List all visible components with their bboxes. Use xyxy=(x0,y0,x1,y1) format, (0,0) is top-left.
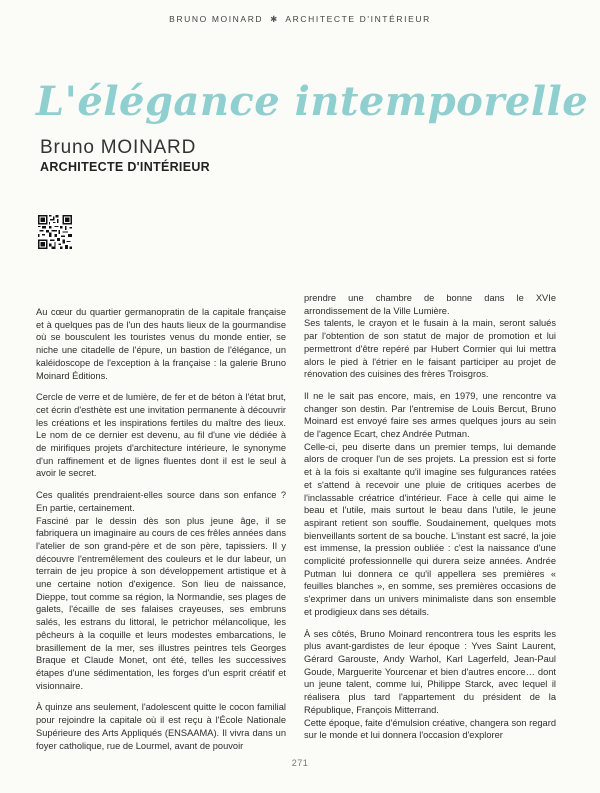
star-separator-icon: ✱ xyxy=(270,14,279,24)
author-name: Bruno MOINARD xyxy=(40,137,197,158)
page-title: L'élégance intemporelle xyxy=(36,78,589,125)
paragraph: Celle-ci, peu diserte dans un premier temps, lui demande alors de croquer l'un de ses projets. La pression est si forte et à la fois si exaltante qu'il imagine ses fulgurances ratées et s'attend à recevoir une pluie de critiques acerbes de l'inclassable créatrice d'intérieur. Face à celle qui aime le beau et l'utile, mais surtout le beau dans l'utile, le jeune aspirant retient son souffle. Soudainement, quelques mots bienveillants sortent de sa bouche. L'instant est sacré, la joie est immense, la pression oubliée : c'est la naissance d'une complicité professionnelle qui durera seize années. Andrée Putman lui donnera ce qu'il appellera ses premières « feuilles blanches », en somme, ses premières occasions de s'exprimer dans un univers minimaliste dans son ensemble et prodigieux dans ses détails. xyxy=(304,441,556,617)
running-head xyxy=(0,14,600,25)
right-column xyxy=(304,292,556,751)
paragraph: Ces qualités prendraient-elles source dans son enfance ? En partie, certainement. xyxy=(36,490,286,513)
page-number: 271 xyxy=(291,758,309,768)
paragraph: À ses côtés, Bruno Moinard rencontrera tous les esprits les plus avant-gardistes de leur époque : Yves Saint Laurent, Gérard Garouste, Andy Warhol, Karl Lagerfeld, Jean-Paul Goude, Marguerite Yourcenar et bien d'autres encore… dont un jeune talent, comme lui, Philippe Starck, avec lequel il réalisera plus tard l'appartement du président de la République, François Mitterrand. xyxy=(304,628,556,715)
running-head-section: ARCHITECTE D'INTÉRIEUR xyxy=(285,14,431,24)
paragraph: À quinze ans seulement, l'adolescent quitte le cocon familial pour rejoindre la capitale où il est reçu à l'École Nationale Supérieure des Arts Appliqués (ENSAAMA). Il vivra dans un foyer catholique, rue de Lourmel, avant de pouvoir xyxy=(36,702,286,751)
running-head-author: BRUNO MOINARD xyxy=(169,14,264,24)
author-role: ARCHITECTE D'INTÉRIEUR xyxy=(40,160,210,174)
paragraph: Il ne le sait pas encore, mais, en 1979, une rencontre va changer son destin. Par l'entremise de Louis Bercut, Bruno Moinard est envoyé faire ses armes quelques jours au sein de l'agence Ecart, chez Andrée Putman. xyxy=(304,390,556,440)
left-column xyxy=(36,306,286,761)
paragraph: Cette époque, faite d'émulsion créative, changera son regard sur le monde et lui donnera l'occasion d'explorer xyxy=(304,717,556,741)
paragraph: Cercle de verre et de lumière, de fer et de béton à l'état brut, cet écrin d'esthète est une invitation permanente à découvrir les créations et les inspirations fertiles du maître des lieux. Le nom de ce dernier est devenu, au fil d'une vie dédiée à de mirifiques projets d'architecture intérieure, le synonyme d'un raffinement et de lignes fluentes dont il est le seul à avoir le secret. xyxy=(36,392,286,479)
paragraph: Ses talents, le crayon et le fusain à la main, seront salués par l'obtention de son statut de major de promotion et lui permettront d'être repéré par Hubert Cormier qui lui mettra alors le pied à l'étrier en le faisant participer au projet de rénovation des cuisines des frères Troisgros. xyxy=(304,318,556,380)
qr-code-icon[interactable] xyxy=(38,215,72,249)
paragraph: Fasciné par le dessin dès son plus jeune âge, il se fabriquera un imaginaire au cours de ces frêles années dans l'atelier de son grand-père et de son père, tapissiers. Il y découvre l'entremêlement des couleurs et le dur labeur, un terrain de jeu propice à son développement artistique et à une certaine notion d'exigence. Son lieu de naissance, Dieppe, tout comme sa région, la Normandie, ses plages de galets, l'écaille de ses falaises crayeuses, ses embruns salés, les estrans du littoral, le petrichor mélancolique, les pêcheurs à la coquille et leurs modestes embarcations, le brasillement de la mer, ses illustres peintres tels Georges Braque et Claude Monet, ont été, telles les successives étapes d'une sédimentation, les forges d'un esprit créatif et visionnaire. xyxy=(36,515,286,691)
paragraph: Au cœur du quartier germanopratin de la capitale française et à quelques pas de l'un des hauts lieux de la gourmandise où se bousculent les touristes venus du monde entier, se niche une citadelle de l'épure, un bastion de l'élégance, un kaléidoscope de l'exception à la française : la galerie Bruno Moinard Éditions. xyxy=(36,307,286,381)
paragraph: prendre une chambre de bonne dans le XVIe arrondissement de la Ville Lumière. xyxy=(304,293,556,316)
